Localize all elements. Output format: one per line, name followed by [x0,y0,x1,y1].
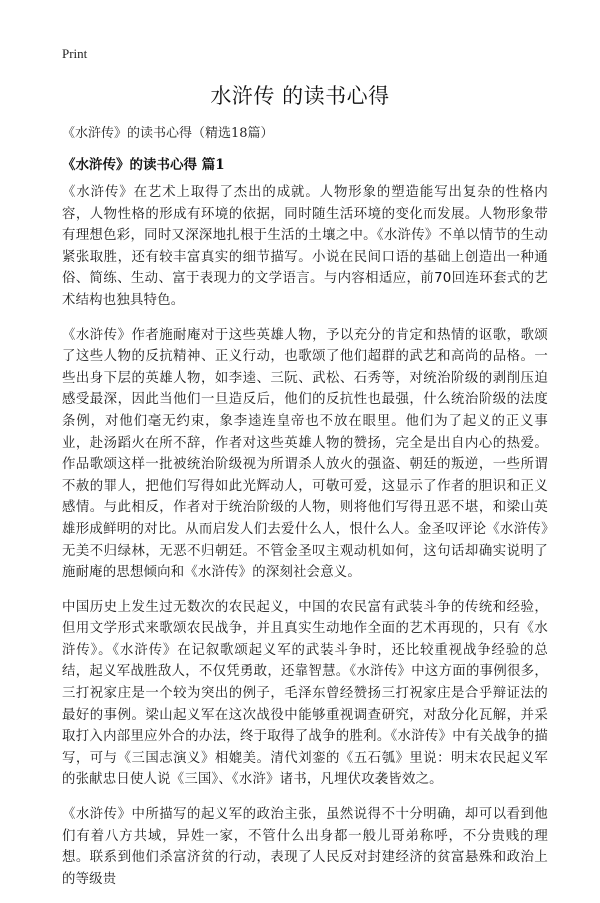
article-body [62,182,548,903]
print-link[interactable]: Print [62,46,88,61]
paragraph-3: 中国历史上发生过无数次的农民起义，中国的农民富有武装斗争的传统和经验，但用文学形式来歌颂农民战争，并且真实生动地作全面的艺术再现的，只有《水浒传》。《水浒传》在记叙歌颂起义军的武装斗争时，还比较重视战争经验的总结，起义军战胜敌人，不仅凭勇敢，还靠智慧。《水浒传》中这方面的事例很多，三打祝家庄是一个较为突出的例子，毛泽东曾经赞扬三打祝家庄是合乎辩证法的最好的事例。梁山起义军在这次战役中能够重视调查研究，对敌分化瓦解，并采取打入内部里应外合的办法，终于取得了战争的胜利。《水浒传》中有关战争的描写，可与《三国志演义》相媲美。清代刘銮的《五石瓠》里说：明末农民起义军的张献忠日使人说《三国》、《水浒》诸书，凡埋伏攻袭皆效之。 [62,599,548,788]
page-title: 水浒传 的读书心得 [210,84,390,108]
section-heading: 《水浒传》的读书心得 篇1 [62,157,225,173]
paragraph-2: 《水浒传》作者施耐庵对于这些英雄人物，予以充分的肯定和热情的讴歌，歌颂了这些人物的反抗精神、正义行动，也歌颂了他们超群的武艺和高尚的品格。一些出身下层的英雄人物，如李逵、三阮、武松、石秀等，对统治阶级的剥削压迫感受最深，因此当他们一旦造反后，他们的反抗性也最强，什么统治阶级的法度条例，对他们毫无约束，象李逵连皇帝也不放在眼里。他们为了起义的正义事业，赴汤蹈火在所不辞，作者对这些英雄人物的赞扬，完全是出自内心的热爱。作品歌颂这样一批被统治阶级视为所谓杀人放火的强盗、朝廷的叛逆，一些所谓不赦的罪人，把他们写得如此光辉动人，可敬可爱，这显示了作者的胆识和正义感情。与此相反，作者对于统治阶级的人物，则将他们写得丑恶不堪，和梁山英雄形成鲜明的对比。从而启发人们去爱什么人，恨什么人。金圣叹评论《水浒传》无美不归绿林，无恶不归朝廷。不管金圣叹主观动机如何，这句话却确实说明了施耐庵的思想倾向和《水浒传》的深刻社会意义。 [62,327,548,581]
paragraph-1: 《水浒传》在艺术上取得了杰出的成就。人物形象的塑造能写出复杂的性格内容，人物性格的形成有环境的依据，同时随生活环境的变化而发展。人物形象带有理想色彩，同时又深深地扎根于生活的土壤之中。《水浒传》不单以情节的生动紧张取胜，还有较丰富真实的细节描写。小说在民间口语的基础上创造出一种通俗、简练、生动、富于表现力的文学语言。与内容相适应，前70回连环套式的艺术结构也独具特色。 [62,185,548,308]
document-subtitle: 《水浒传》的读书心得（精选18篇） [62,126,274,141]
paragraph-4: 《水浒传》中所描写的起义军的政治主张，虽然说得不十分明确，却可以看到他们有着八方共域，异姓一家，不管什么出身都一般儿哥弟称呼，不分贵贱的理想。联系到他们杀富济贫的行动，表现了人民反对封建经济的贫富悬殊和政治上的等级贵 [62,807,548,887]
